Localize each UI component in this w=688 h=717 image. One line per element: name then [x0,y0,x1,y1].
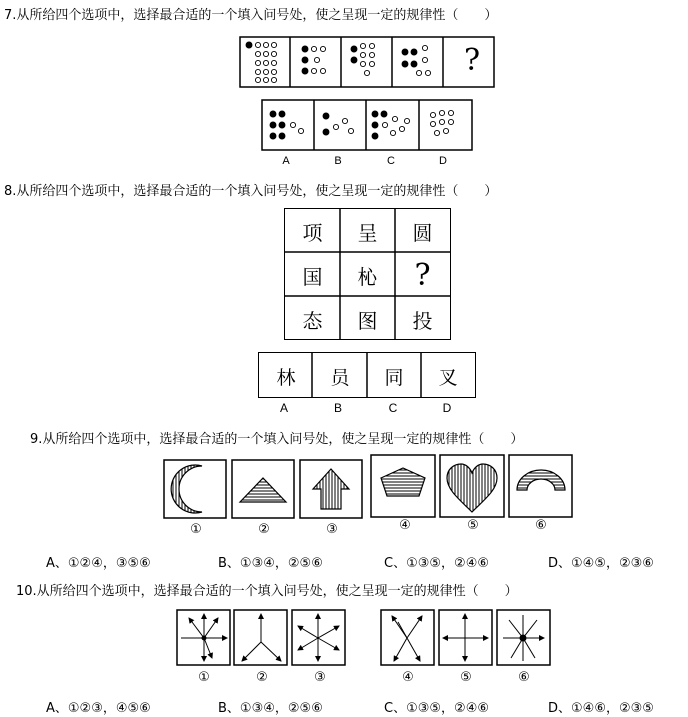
q9-answer-c[interactable]: C、①③⑤，②④⑥ [384,556,490,571]
q7-option-c-figure [372,111,410,139]
q9-figures [160,454,574,520]
q10-figure-6 [503,615,544,661]
q9-answer-d[interactable]: D、①④⑤，②③⑥ [548,556,654,571]
q7-cell-1 [246,42,277,83]
q9-triangle-shape [240,478,286,502]
q9-number-5: ⑤ [467,518,479,533]
q8-grid-cell-8: 图 [357,308,378,333]
q8-option-d[interactable]: 叉 [438,366,458,389]
q7-label-c: C [387,155,395,167]
q8-option-a[interactable]: 林 [276,366,296,389]
q8-character-grid [284,208,451,340]
q7-label-b: B [334,155,342,167]
q10-answer-d[interactable]: D、①④⑥，②③⑤ [548,701,654,716]
q10-answer-a[interactable]: A、①②③，④⑤⑥ [46,701,151,716]
q10-number-1: ① [198,670,210,685]
q10-answer-c[interactable]: C、①③⑤，②④⑥ [384,701,490,716]
q7-label-d: D [439,155,447,167]
q10-number-6: ⑥ [518,670,530,685]
q8-label-b: B [333,401,342,415]
q7-cell-2 [302,46,326,74]
q9-answer-a[interactable]: A、①②④，③⑤⑥ [46,556,151,571]
q8-grid-cell-3: 圆 [412,220,433,245]
q7-cell-3 [351,43,375,75]
q10-number-2: ② [256,670,268,685]
q10-figures [176,608,556,668]
q8-label-c: C [388,401,398,415]
q8-label-a: A [279,401,288,415]
q7-cell-4 [402,45,431,75]
q7-title: 7.从所给四个选项中，选择最合适的一个填入问号处，使之呈现一定的规律性（ ） [4,8,498,23]
q10-figure-2 [242,614,281,661]
q7-option-d-figure [430,110,453,135]
q8-grid-cell-7: 态 [302,308,323,333]
q8-grid-cell-1: 项 [302,220,323,245]
q9-answer-b[interactable]: B、①③④，②⑤⑥ [218,556,323,571]
q10-answer-b[interactable]: B、①③④，②⑤⑥ [218,701,323,716]
q8-grid-cell-4: 国 [302,264,323,289]
q9-number-1: ① [190,522,202,537]
q10-number-3: ③ [314,670,326,685]
q9-heart-shape [447,464,497,512]
q7-options-figures [261,99,473,151]
q9-number-3: ③ [326,522,338,537]
q10-figure-4 [392,616,422,661]
q9-number-4: ④ [399,518,411,533]
q8-title: 8.从所给四个选项中，选择最合适的一个填入问号处，使之呈现一定的规律性（ ） [4,184,498,199]
q9-arch-shape [517,470,565,490]
q8-label-d: D [442,401,452,415]
q9-number-6: ⑥ [535,518,547,533]
q9-title: 9.从所给四个选项中，选择最合适的一个填入问号处，使之呈现一定的规律性（ ） [30,432,524,447]
q10-number-4: ④ [402,670,414,685]
q7-label-a: A [282,155,290,167]
q10-figure-1 [181,614,227,661]
q9-pentagon-shape [381,468,425,496]
q8-grid-cell-9: 投 [412,308,433,333]
q10-title: 10.从所给四个选项中，选择最合适的一个填入问号处，使之呈现一定的规律性（ ） [16,584,518,599]
q9-crescent-shape [171,465,202,513]
q8-option-c[interactable]: 同 [384,366,404,389]
q8-grid-cell-5: 杺 [357,264,378,289]
q10-figure-5 [443,614,488,661]
q10-figure-3 [298,614,339,661]
q7-option-a-figure [270,111,304,139]
q7-question-mark: ? [463,43,481,78]
q7-option-b-figure [323,113,354,135]
q9-number-2: ② [258,522,270,537]
q8-grid-cell-2: 呈 [357,220,378,245]
q10-number-5: ⑤ [460,670,472,685]
q8-option-b[interactable]: 员 [330,366,350,389]
q8-grid-question-mark: ? [414,257,431,293]
q9-arrow-shape [313,469,349,509]
q8-options-row [258,352,476,398]
